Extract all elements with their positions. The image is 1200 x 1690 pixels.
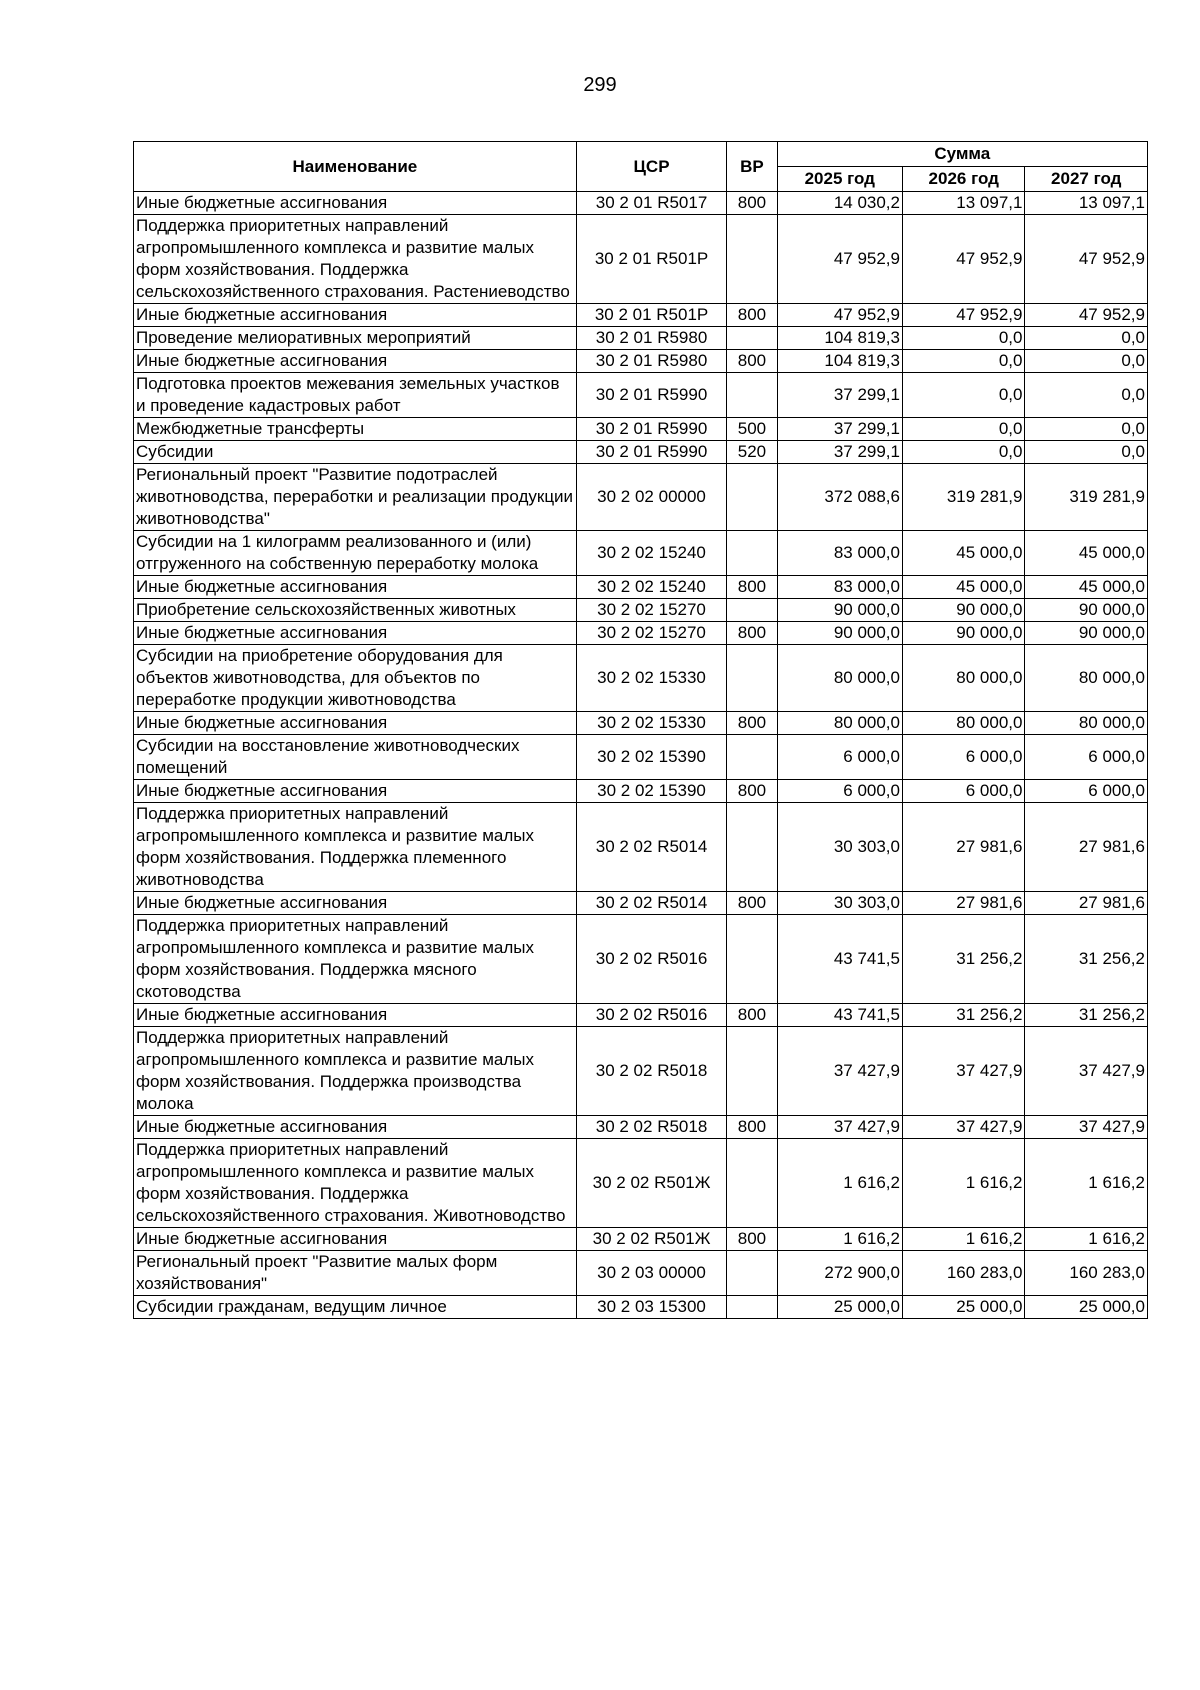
- row-name: Межбюджетные трансферты: [134, 418, 577, 441]
- row-sum-2027: 0,0: [1025, 373, 1148, 418]
- row-sum-2025: 104 819,3: [777, 350, 902, 373]
- row-code: 30 2 03 00000: [576, 1251, 727, 1296]
- row-code: 30 2 01 R5990: [576, 418, 727, 441]
- row-sum-2026: 25 000,0: [903, 1296, 1025, 1319]
- row-sum-2026: 1 616,2: [903, 1139, 1025, 1228]
- row-sum-2025: 1 616,2: [777, 1228, 902, 1251]
- row-sum-2026: 0,0: [903, 350, 1025, 373]
- row-vr: 800: [727, 1116, 777, 1139]
- row-sum-2026: 1 616,2: [903, 1228, 1025, 1251]
- row-sum-2026: 0,0: [903, 441, 1025, 464]
- row-name: Иные бюджетные ассигнования: [134, 780, 577, 803]
- header-vr: ВР: [727, 142, 777, 192]
- table-header: [134, 142, 1148, 192]
- row-sum-2027: 80 000,0: [1025, 645, 1148, 712]
- row-sum-2026: 0,0: [903, 418, 1025, 441]
- row-code: 30 2 01 R5017: [576, 192, 727, 215]
- row-name: Иные бюджетные ассигнования: [134, 622, 577, 645]
- row-sum-2027: 0,0: [1025, 350, 1148, 373]
- row-sum-2027: 160 283,0: [1025, 1251, 1148, 1296]
- row-code: 30 2 02 15390: [576, 780, 727, 803]
- row-sum-2025: 37 299,1: [777, 373, 902, 418]
- row-sum-2026: 90 000,0: [903, 622, 1025, 645]
- row-code: 30 2 02 R5018: [576, 1027, 727, 1116]
- row-sum-2027: 45 000,0: [1025, 576, 1148, 599]
- row-code: 30 2 02 R5016: [576, 1004, 727, 1027]
- row-name: Поддержка приоритетных направлений агропромышленного комплекса и развитие малых форм хозяйствования. Поддержка производства молока: [134, 1027, 577, 1116]
- row-sum-2026: 319 281,9: [903, 464, 1025, 531]
- page-number: 299: [583, 74, 617, 96]
- row-sum-2027: 1 616,2: [1025, 1228, 1148, 1251]
- row-sum-2027: 25 000,0: [1025, 1296, 1148, 1319]
- row-sum-2026: 6 000,0: [903, 735, 1025, 780]
- row-code: 30 2 02 15330: [576, 712, 727, 735]
- row-vr: [727, 1139, 777, 1228]
- table-row: [134, 441, 1148, 464]
- row-name: Поддержка приоритетных направлений агропромышленного комплекса и развитие малых форм хозяйствования. Поддержка сельскохозяйственного страхования. Растениеводство: [134, 215, 577, 304]
- row-sum-2025: 83 000,0: [777, 531, 902, 576]
- row-vr: [727, 735, 777, 780]
- row-sum-2026: 27 981,6: [903, 803, 1025, 892]
- table-row: [134, 915, 1148, 1004]
- row-sum-2026: 47 952,9: [903, 304, 1025, 327]
- row-code: 30 2 02 R501Ж: [576, 1139, 727, 1228]
- row-sum-2027: 27 981,6: [1025, 803, 1148, 892]
- row-sum-2025: 30 303,0: [777, 892, 902, 915]
- row-sum-2027: 31 256,2: [1025, 1004, 1148, 1027]
- table-row: [134, 735, 1148, 780]
- table-row: [134, 599, 1148, 622]
- row-sum-2026: 0,0: [903, 327, 1025, 350]
- row-sum-2026: 37 427,9: [903, 1027, 1025, 1116]
- row-sum-2027: 0,0: [1025, 418, 1148, 441]
- row-name: Иные бюджетные ассигнования: [134, 1004, 577, 1027]
- row-vr: [727, 531, 777, 576]
- table-row: [134, 803, 1148, 892]
- header-year-2025: 2025 год: [777, 167, 902, 192]
- row-sum-2026: 13 097,1: [903, 192, 1025, 215]
- row-vr: 500: [727, 418, 777, 441]
- row-code: 30 2 01 R501P: [576, 304, 727, 327]
- row-sum-2026: 6 000,0: [903, 780, 1025, 803]
- row-sum-2025: 6 000,0: [777, 780, 902, 803]
- table-row: [134, 304, 1148, 327]
- row-sum-2025: 83 000,0: [777, 576, 902, 599]
- row-vr: [727, 373, 777, 418]
- table-row: [134, 712, 1148, 735]
- row-sum-2026: 80 000,0: [903, 645, 1025, 712]
- table-row: [134, 1004, 1148, 1027]
- row-sum-2025: 25 000,0: [777, 1296, 902, 1319]
- header-year-2026: 2026 год: [903, 167, 1025, 192]
- row-sum-2027: 90 000,0: [1025, 599, 1148, 622]
- table-row: [134, 1139, 1148, 1228]
- row-name: Иные бюджетные ассигнования: [134, 892, 577, 915]
- row-sum-2027: 47 952,9: [1025, 304, 1148, 327]
- row-vr: [727, 1027, 777, 1116]
- row-name: Субсидии на 1 килограмм реализованного и (или) отгруженного на собственную переработку молока: [134, 531, 577, 576]
- row-name: Иные бюджетные ассигнования: [134, 1228, 577, 1251]
- row-sum-2027: 319 281,9: [1025, 464, 1148, 531]
- row-code: 30 2 02 15270: [576, 599, 727, 622]
- row-vr: [727, 1296, 777, 1319]
- row-sum-2026: 31 256,2: [903, 915, 1025, 1004]
- table-row: [134, 780, 1148, 803]
- row-vr: 800: [727, 892, 777, 915]
- row-sum-2025: 37 299,1: [777, 441, 902, 464]
- row-sum-2027: 13 097,1: [1025, 192, 1148, 215]
- row-sum-2025: 80 000,0: [777, 645, 902, 712]
- row-sum-2027: 1 616,2: [1025, 1139, 1148, 1228]
- row-name: Субсидии: [134, 441, 577, 464]
- table-row: [134, 192, 1148, 215]
- row-vr: 800: [727, 576, 777, 599]
- row-code: 30 2 02 15270: [576, 622, 727, 645]
- row-code: 30 2 01 R5990: [576, 373, 727, 418]
- row-sum-2025: 90 000,0: [777, 622, 902, 645]
- row-sum-2026: 160 283,0: [903, 1251, 1025, 1296]
- row-name: Иные бюджетные ассигнования: [134, 712, 577, 735]
- row-vr: 520: [727, 441, 777, 464]
- table-row: [134, 215, 1148, 304]
- row-vr: [727, 645, 777, 712]
- row-sum-2025: 30 303,0: [777, 803, 902, 892]
- row-name: Поддержка приоритетных направлений агропромышленного комплекса и развитие малых форм хозяйствования. Поддержка племенного животноводства: [134, 803, 577, 892]
- row-sum-2026: 45 000,0: [903, 576, 1025, 599]
- table-row: [134, 531, 1148, 576]
- row-sum-2026: 0,0: [903, 373, 1025, 418]
- table-row: [134, 1296, 1148, 1319]
- row-name: Иные бюджетные ассигнования: [134, 350, 577, 373]
- row-name: Приобретение сельскохозяйственных животных: [134, 599, 577, 622]
- row-sum-2025: 37 427,9: [777, 1027, 902, 1116]
- table-body: [134, 192, 1148, 1319]
- table-row: [134, 350, 1148, 373]
- row-name: Поддержка приоритетных направлений агропромышленного комплекса и развитие малых форм хозяйствования. Поддержка сельскохозяйственного страхования. Животноводство: [134, 1139, 577, 1228]
- row-code: 30 2 02 R501Ж: [576, 1228, 727, 1251]
- row-name: Субсидии на восстановление животноводческих помещений: [134, 735, 577, 780]
- row-sum-2025: 47 952,9: [777, 215, 902, 304]
- row-sum-2027: 47 952,9: [1025, 215, 1148, 304]
- row-sum-2026: 47 952,9: [903, 215, 1025, 304]
- row-sum-2026: 90 000,0: [903, 599, 1025, 622]
- row-sum-2026: 45 000,0: [903, 531, 1025, 576]
- row-code: 30 2 02 R5016: [576, 915, 727, 1004]
- row-vr: 800: [727, 1004, 777, 1027]
- row-code: 30 2 03 15300: [576, 1296, 727, 1319]
- row-code: 30 2 01 R501P: [576, 215, 727, 304]
- row-vr: [727, 599, 777, 622]
- row-name: Иные бюджетные ассигнования: [134, 192, 577, 215]
- row-sum-2025: 43 741,5: [777, 1004, 902, 1027]
- row-sum-2027: 0,0: [1025, 441, 1148, 464]
- row-name: Субсидии на приобретение оборудования для объектов животноводства, для объектов по переработке продукции животноводства: [134, 645, 577, 712]
- row-vr: 800: [727, 350, 777, 373]
- row-code: 30 2 01 R5980: [576, 350, 727, 373]
- row-code: 30 2 02 R5014: [576, 803, 727, 892]
- table-row: [134, 1251, 1148, 1296]
- row-name: Иные бюджетные ассигнования: [134, 576, 577, 599]
- row-code: 30 2 02 00000: [576, 464, 727, 531]
- table-row: [134, 1228, 1148, 1251]
- row-code: 30 2 02 15240: [576, 576, 727, 599]
- row-name: Проведение мелиоративных мероприятий: [134, 327, 577, 350]
- table-row: [134, 327, 1148, 350]
- row-sum-2027: 0,0: [1025, 327, 1148, 350]
- row-code: 30 2 02 15390: [576, 735, 727, 780]
- row-vr: [727, 215, 777, 304]
- row-vr: [727, 803, 777, 892]
- row-sum-2027: 27 981,6: [1025, 892, 1148, 915]
- row-sum-2025: 272 900,0: [777, 1251, 902, 1296]
- table-row: [134, 373, 1148, 418]
- row-name: Иные бюджетные ассигнования: [134, 1116, 577, 1139]
- header-sum: Сумма: [777, 142, 1147, 167]
- budget-table: [133, 141, 1148, 1319]
- row-sum-2027: 37 427,9: [1025, 1027, 1148, 1116]
- row-vr: 800: [727, 780, 777, 803]
- header-name: Наименование: [134, 142, 577, 192]
- row-code: 30 2 01 R5990: [576, 441, 727, 464]
- row-code: 30 2 02 15240: [576, 531, 727, 576]
- row-code: 30 2 01 R5980: [576, 327, 727, 350]
- row-sum-2027: 80 000,0: [1025, 712, 1148, 735]
- row-sum-2027: 6 000,0: [1025, 780, 1148, 803]
- row-code: 30 2 02 15330: [576, 645, 727, 712]
- table-row: [134, 892, 1148, 915]
- row-sum-2026: 31 256,2: [903, 1004, 1025, 1027]
- header-code: ЦСР: [576, 142, 727, 192]
- row-name: Субсидии гражданам, ведущим личное: [134, 1296, 577, 1319]
- row-name: Региональный проект "Развитие малых форм хозяйствования": [134, 1251, 577, 1296]
- row-sum-2025: 104 819,3: [777, 327, 902, 350]
- table-row: [134, 1116, 1148, 1139]
- row-sum-2025: 37 299,1: [777, 418, 902, 441]
- row-vr: [727, 327, 777, 350]
- row-vr: 800: [727, 304, 777, 327]
- row-sum-2026: 80 000,0: [903, 712, 1025, 735]
- row-code: 30 2 02 R5018: [576, 1116, 727, 1139]
- table-row: [134, 645, 1148, 712]
- row-name: Иные бюджетные ассигнования: [134, 304, 577, 327]
- row-sum-2025: 90 000,0: [777, 599, 902, 622]
- row-sum-2027: 90 000,0: [1025, 622, 1148, 645]
- row-name: Подготовка проектов межевания земельных участков и проведение кадастровых работ: [134, 373, 577, 418]
- row-sum-2025: 372 088,6: [777, 464, 902, 531]
- row-sum-2026: 27 981,6: [903, 892, 1025, 915]
- row-vr: [727, 464, 777, 531]
- row-sum-2025: 14 030,2: [777, 192, 902, 215]
- row-name: Поддержка приоритетных направлений агропромышленного комплекса и развитие малых форм хозяйствования. Поддержка мясного скотоводства: [134, 915, 577, 1004]
- row-sum-2025: 6 000,0: [777, 735, 902, 780]
- table-row: [134, 576, 1148, 599]
- table-row: [134, 464, 1148, 531]
- table-row: [134, 418, 1148, 441]
- row-sum-2025: 1 616,2: [777, 1139, 902, 1228]
- row-sum-2025: 80 000,0: [777, 712, 902, 735]
- row-vr: [727, 1251, 777, 1296]
- row-vr: 800: [727, 1228, 777, 1251]
- row-sum-2027: 6 000,0: [1025, 735, 1148, 780]
- header-year-2027: 2027 год: [1025, 167, 1148, 192]
- row-code: 30 2 02 R5014: [576, 892, 727, 915]
- row-vr: 800: [727, 712, 777, 735]
- row-sum-2025: 37 427,9: [777, 1116, 902, 1139]
- row-vr: 800: [727, 192, 777, 215]
- table-row: [134, 622, 1148, 645]
- row-sum-2026: 37 427,9: [903, 1116, 1025, 1139]
- table-row: [134, 1027, 1148, 1116]
- row-vr: 800: [727, 622, 777, 645]
- row-sum-2027: 31 256,2: [1025, 915, 1148, 1004]
- row-sum-2025: 43 741,5: [777, 915, 902, 1004]
- row-sum-2025: 47 952,9: [777, 304, 902, 327]
- row-sum-2027: 37 427,9: [1025, 1116, 1148, 1139]
- row-vr: [727, 915, 777, 1004]
- row-sum-2027: 45 000,0: [1025, 531, 1148, 576]
- row-name: Региональный проект "Развитие подотраслей животноводства, переработки и реализации продукции животноводства": [134, 464, 577, 531]
